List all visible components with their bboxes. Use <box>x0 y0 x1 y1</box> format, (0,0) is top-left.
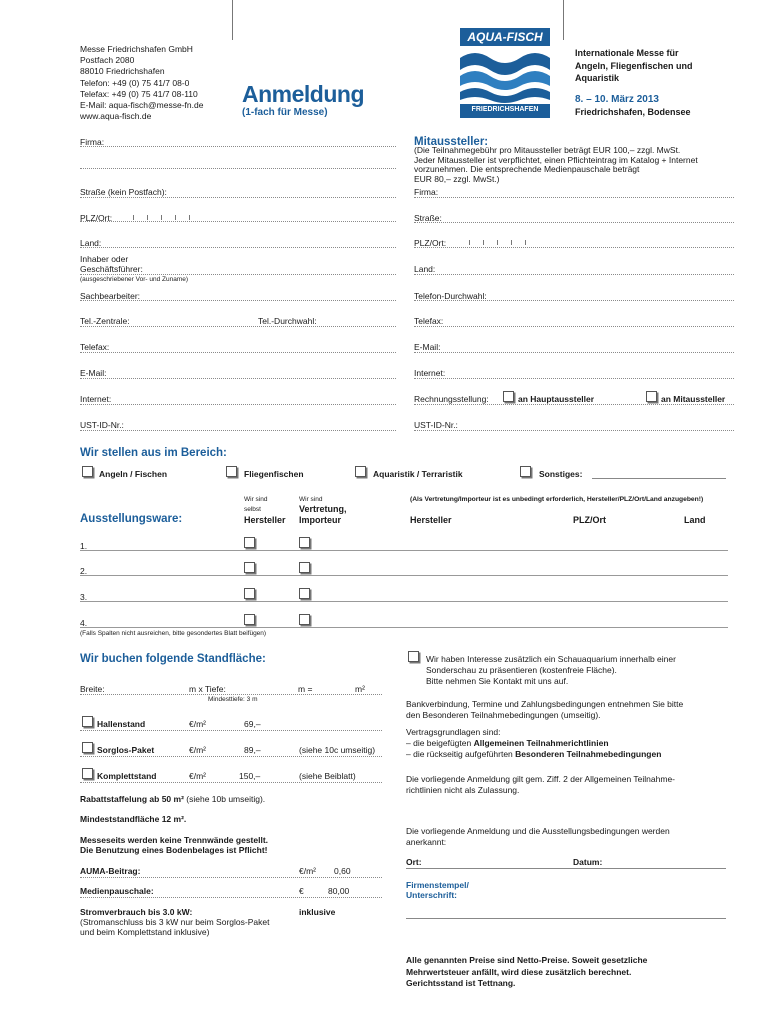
row-hersteller-checkbox[interactable] <box>244 537 255 548</box>
rabatt-bold: Rabattstaffelung ab 50 m² <box>80 794 184 804</box>
komplett-label: Komplettstand <box>97 771 157 781</box>
page-title: Anmeldung <box>242 81 364 107</box>
rechnung-mit-checkbox[interactable] <box>646 391 657 402</box>
event-place: Friedrichshafen, Bodensee <box>575 107 691 117</box>
rabatt-text <box>80 794 265 805</box>
tel-durchwahl-label: Tel.-Durchwahl: <box>258 316 317 326</box>
inhaber-label-1: Inhaber oder <box>80 254 129 264</box>
mit-email-label: E-Mail: <box>414 342 441 352</box>
col-plz: PLZ/Ort <box>573 515 606 525</box>
bank-line: Bankverbindung, Termine und Zahlungsbedingungen entnehmen Sie bitte <box>406 699 684 709</box>
mit-internet-field[interactable] <box>414 378 734 379</box>
ort-datum-field[interactable] <box>406 868 726 869</box>
row-line[interactable] <box>80 627 728 628</box>
event-name <box>575 47 693 85</box>
anerkannt-line: anerkannt: <box>406 837 447 847</box>
sorglos-checkbox[interactable] <box>82 742 93 753</box>
mitaussteller-info-line: vorzunehmen. Die entsprechende Medienpauschale beträgt <box>414 164 640 174</box>
email-label: E-Mail: <box>80 368 107 378</box>
trenn-text-1: Messeseits werden keine Trennwände gestellt. <box>80 835 269 845</box>
row-number: 3. <box>80 592 88 602</box>
event-name-line: Aquaristik <box>575 73 620 83</box>
strom-note-1: (Stromanschluss bis 3 kW nur beim Sorglos-Paket <box>80 917 270 927</box>
org-line: E-Mail: aqua-fisch@messe-fn.de <box>80 100 204 111</box>
vertrag-item-2-pre: – die rückseitig aufgeführten <box>406 749 516 759</box>
m2-label: m² <box>355 684 365 694</box>
ust-label: UST-ID-Nr.: <box>80 420 124 430</box>
schau-text <box>426 654 676 687</box>
inhaber-note: (ausgeschriebener Vor- und Zuname) <box>80 276 189 283</box>
row-number: 4. <box>80 618 88 628</box>
mindesttiefe-label: Mindesttiefe: 3 m <box>208 696 258 703</box>
bank-line: den Besonderen Teilnahmebedingungen (umseitig). <box>406 710 601 720</box>
event-name-line: Angeln, Fliegenfischen und <box>575 60 693 71</box>
event-date: 8. – 10. März 2013 <box>575 94 659 105</box>
row-vertretung-checkbox[interactable] <box>299 562 310 573</box>
inhaber-field[interactable] <box>80 274 396 275</box>
bereich-heading: Wir stellen aus im Bereich: <box>80 447 227 459</box>
footer-line: Gerichtsstand ist Tettnang. <box>406 978 516 988</box>
row-line[interactable] <box>80 575 728 576</box>
vertretung-label: Vertretung, <box>299 504 347 514</box>
org-line: 88010 Friedrichshafen <box>80 66 165 77</box>
vertrag-item-1-pre: – die beigefügten <box>406 738 474 748</box>
auma-value: 0,60 <box>334 866 351 876</box>
header-divider-left <box>232 0 233 40</box>
breite-label: Breite: <box>80 684 105 694</box>
row-line[interactable] <box>80 550 728 551</box>
medien-label: Medienpauschale: <box>80 886 154 896</box>
col-hersteller: Hersteller <box>410 515 452 525</box>
bereich-sonstiges-checkbox[interactable] <box>520 466 531 477</box>
email-field[interactable] <box>80 378 396 379</box>
mit-strasse-field[interactable] <box>414 222 734 223</box>
mit-plz-ticks <box>469 240 526 246</box>
anerkannt-line: Die vorliegende Anmeldung und die Ausstellungsbedingungen werden <box>406 826 670 836</box>
komplett-note: (siehe Beiblatt) <box>299 771 356 781</box>
vertrag-item-1 <box>406 738 609 749</box>
mit-ust-label: UST-ID-Nr.: <box>414 420 458 430</box>
vertrag-item-2-bold: Besonderen Teilnahmebedingungen <box>515 749 662 759</box>
internet-label: Internet: <box>80 394 112 404</box>
stand-heading: Wir buchen folgende Standfläche: <box>80 653 266 665</box>
hallenstand-checkbox[interactable] <box>82 716 93 727</box>
hallenstand-label: Hallenstand <box>97 719 146 729</box>
anerkannt-text <box>406 826 670 848</box>
bereich-sonstiges-label: Sonstiges: <box>539 469 583 479</box>
event-name-line: Internationale Messe für <box>575 48 679 58</box>
gilt-line: Die vorliegende Anmeldung gilt gem. Ziff. 2 der Allgemeinen Teilnahme- <box>406 774 676 784</box>
schau-line: Sonderschau zu präsentieren (kostenfreie Fläche). <box>426 665 617 675</box>
sorglos-price: 89,– <box>244 745 261 755</box>
medien-line <box>80 897 382 898</box>
mit-telefon-field[interactable] <box>414 300 734 301</box>
sorglos-note: (siehe 10c umseitig) <box>299 745 376 755</box>
col-land: Land <box>684 515 706 525</box>
rechnung-line <box>414 404 734 405</box>
mitaussteller-info-line: EUR 80,– zzgl. MwSt.) <box>414 173 500 184</box>
row-vertretung-checkbox[interactable] <box>299 614 310 625</box>
strom-value: inklusive <box>299 907 336 917</box>
mit-ust-field[interactable] <box>414 430 734 431</box>
gilt-text <box>406 774 675 796</box>
m-eq-label: m = <box>298 684 313 694</box>
wir-sind-1: Wir sind <box>244 496 268 503</box>
selbst-label: selbst <box>244 506 261 513</box>
importeur-label: Importeur <box>299 515 342 525</box>
mit-land-label: Land: <box>414 264 436 274</box>
sachbearbeiter-field[interactable] <box>80 300 396 301</box>
ware-footnote: (Falls Spalten nicht ausreichen, bitte gesondertes Blatt beifügen) <box>80 630 267 637</box>
row-hersteller-checkbox[interactable] <box>244 614 255 625</box>
komplett-price: 150,– <box>239 771 261 781</box>
rechnung-haupt-checkbox[interactable] <box>503 391 514 402</box>
firma-field-2[interactable] <box>80 168 396 169</box>
ort-label: Ort: <box>406 857 422 867</box>
wir-sind-2: Wir sind <box>299 496 323 503</box>
tiefe-label: m x Tiefe: <box>189 684 226 694</box>
tel-field[interactable] <box>80 326 396 327</box>
telefax-field[interactable] <box>80 352 396 353</box>
inhaber-label-2: Geschäftsführer: <box>80 264 143 274</box>
strasse-label: Straße (kein Postfach): <box>80 187 167 197</box>
medien-unit: € <box>299 886 304 896</box>
mindest-text: Mindeststandfläche 12 m². <box>80 814 187 824</box>
gilt-line: richtlinien nicht als Zulassung. <box>406 785 520 795</box>
flaeche-field[interactable] <box>80 694 382 695</box>
row-line[interactable] <box>80 601 728 602</box>
vertrag-item-1-bold: Allgemeinen Teilnahmerichtlinien <box>473 738 609 748</box>
vertrag-item-2 <box>406 749 661 760</box>
trenn-text-2: Die Benutzung eines Bodenbelages ist Pflicht! <box>80 845 268 855</box>
page-subtitle: (1-fach für Messe) <box>242 107 328 118</box>
rechnung-mit-label: an Mitaussteller <box>661 394 726 404</box>
plz-label: PLZ/Ort: <box>80 213 113 223</box>
telefax-label: Telefax: <box>80 342 110 352</box>
ust-field[interactable] <box>80 430 396 431</box>
mit-telefon-label: Telefon-Durchwahl: <box>414 291 487 301</box>
row-number: 1. <box>80 541 88 551</box>
mitaussteller-info-line: Jeder Mitaussteller ist verpflichtet, einen Pflichteintrag im Katalog + Internet <box>414 154 698 165</box>
firma-field[interactable] <box>80 146 396 147</box>
mit-email-field[interactable] <box>414 352 734 353</box>
schau-line: Bitte nehmen Sie Kontakt mit uns auf. <box>426 676 569 686</box>
hallenstand-line <box>80 730 382 731</box>
sorglos-line <box>80 756 382 757</box>
mit-plz-field[interactable] <box>414 247 734 248</box>
footer-text <box>406 955 647 990</box>
vertrag-heading: Vertragsgrundlagen sind: <box>406 727 501 737</box>
hallenstand-unit: €/m² <box>189 719 206 729</box>
firma-label: Firma: <box>80 137 105 147</box>
ware-heading: Ausstellungsware: <box>80 513 183 525</box>
internet-field[interactable] <box>80 404 396 405</box>
bereich-aquaristik-label: Aquaristik / Terraristik <box>373 469 463 479</box>
org-line: Messe Friedrichshafen GmbH <box>80 44 193 54</box>
strasse-field[interactable] <box>80 197 396 198</box>
strom-note-2: und beim Komplettstand inklusive) <box>80 927 210 937</box>
row-hersteller-checkbox[interactable] <box>244 562 255 573</box>
mit-firma-label: Firma: <box>414 187 439 197</box>
mit-internet-label: Internet: <box>414 368 446 378</box>
komplett-checkbox[interactable] <box>82 768 93 779</box>
bereich-angeln-checkbox[interactable] <box>82 466 93 477</box>
mitaussteller-info <box>414 146 698 184</box>
org-line: Telefax: +49 (0) 75 41/7 08-110 <box>80 88 198 99</box>
rechnung-label: Rechnungsstellung: <box>414 394 489 404</box>
datum-label: Datum: <box>573 857 603 867</box>
footer-line: Mehrwertsteuer anfällt, wird diese zusätzlich berechnet. <box>406 966 632 977</box>
tel-zentrale-label: Tel.-Zentrale: <box>80 316 130 326</box>
row-hersteller-checkbox[interactable] <box>244 588 255 599</box>
mit-land-field[interactable] <box>414 274 734 275</box>
logo-top-text: AQUA-FISCH <box>467 30 543 44</box>
mitaussteller-info-line: (Die Teilnahmegebühr pro Mitaussteller beträgt EUR 100,– zzgl. MwSt. <box>414 145 681 155</box>
schauaquarium-checkbox[interactable] <box>408 651 419 662</box>
rabatt-rest: (siehe 10b umseitig). <box>183 794 266 804</box>
org-line: Postfach 2080 <box>80 55 135 66</box>
mit-firma-field[interactable] <box>414 197 734 198</box>
row-vertretung-checkbox[interactable] <box>299 588 310 599</box>
org-line: Telefon: +49 (0) 75 41/7 08-0 <box>80 77 190 88</box>
footer-line: Alle genannten Preise sind Netto-Preise. Soweit gesetzliche <box>406 955 648 965</box>
org-address <box>80 44 203 122</box>
row-vertretung-checkbox[interactable] <box>299 537 310 548</box>
land-label: Land: <box>80 238 102 248</box>
hallenstand-price: 69,– <box>244 719 261 729</box>
komplett-unit: €/m² <box>189 771 206 781</box>
auma-label: AUMA-Beitrag: <box>80 866 141 876</box>
mit-telefax-field[interactable] <box>414 326 734 327</box>
bereich-fliegen-label: Fliegenfischen <box>244 469 304 479</box>
bereich-fliegen-checkbox[interactable] <box>226 466 237 477</box>
hersteller-col-label: Hersteller <box>244 515 286 525</box>
mit-plz-label: PLZ/Ort: <box>414 238 447 248</box>
strom-label: Stromverbrauch bis 3.0 kW: <box>80 907 193 917</box>
aqua-fisch-logo <box>460 28 550 118</box>
land-field[interactable] <box>80 247 396 248</box>
header-divider-right <box>563 0 564 40</box>
row-number: 2. <box>80 566 88 576</box>
sonstiges-field[interactable] <box>592 478 726 479</box>
logo-bottom-text: FRIEDRICHSHAFEN <box>471 106 539 113</box>
sorglos-unit: €/m² <box>189 745 206 755</box>
sachbearbeiter-label: Sachbearbeiter: <box>80 291 141 301</box>
ware-note: (Als Vertretung/Importeur ist es unbedingt erforderlich, Hersteller/PLZ/Ort/Land anzugeben!) <box>410 496 704 503</box>
medien-value: 80,00 <box>328 886 350 896</box>
signature-field[interactable] <box>406 918 726 919</box>
rechnung-haupt-label: an Hauptaussteller <box>518 394 595 404</box>
mit-telefax-label: Telefax: <box>414 316 444 326</box>
stempel-label-1: Firmenstempel/ <box>406 880 469 890</box>
sorglos-label: Sorglos-Paket <box>97 745 155 755</box>
schau-line: Wir haben Interesse zusätzlich ein Schauaquarium innerhalb einer <box>426 654 676 664</box>
auma-unit: €/m² <box>299 866 316 876</box>
auma-line <box>80 877 382 878</box>
bank-text <box>406 699 683 721</box>
bereich-aquaristik-checkbox[interactable] <box>355 466 366 477</box>
stempel-label-2: Unterschrift: <box>406 890 458 900</box>
plz-field[interactable] <box>80 221 396 222</box>
mitaussteller-heading: Mitaussteller: <box>414 136 489 148</box>
komplett-line <box>80 782 382 783</box>
org-line: www.aqua-fisch.de <box>80 111 152 122</box>
bereich-angeln-label: Angeln / Fischen <box>99 469 168 479</box>
mit-strasse-label: Straße: <box>414 213 442 223</box>
